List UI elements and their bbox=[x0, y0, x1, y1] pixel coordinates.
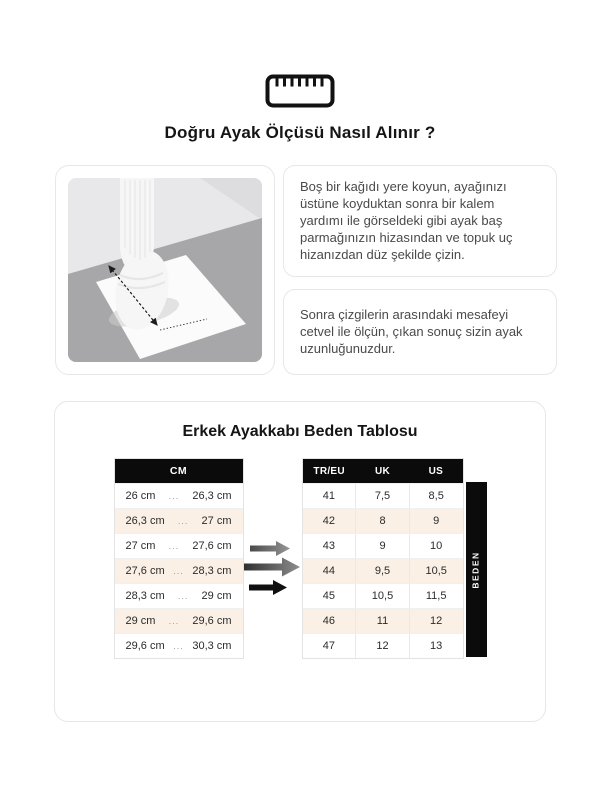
cm-to: 28,3 cm bbox=[192, 565, 232, 577]
size-cell: 10 bbox=[409, 534, 463, 558]
cm-row bbox=[115, 633, 243, 658]
size-row bbox=[303, 608, 463, 633]
size-cell: 47 bbox=[322, 640, 335, 652]
howto-section bbox=[55, 165, 557, 375]
size-row bbox=[303, 583, 463, 608]
cm-row bbox=[115, 608, 243, 633]
col-header-us: US bbox=[428, 465, 444, 477]
transfer-arrows-icon bbox=[244, 536, 302, 601]
size-cell: 11,5 bbox=[409, 584, 463, 608]
cm-row bbox=[115, 508, 243, 533]
size-cell: 9 bbox=[355, 534, 409, 558]
size-cell: 12 bbox=[409, 609, 463, 633]
size-cell: 43 bbox=[322, 540, 335, 552]
size-cell: 12 bbox=[355, 634, 409, 658]
cm-from: 27,6 cm bbox=[125, 565, 165, 577]
cm-row bbox=[115, 583, 243, 608]
range-dots: ... bbox=[173, 566, 184, 576]
cm-table-header: CM bbox=[115, 459, 243, 483]
page-title: Doğru Ayak Ölçüsü Nasıl Alınır ? bbox=[164, 123, 436, 142]
size-cell: 46 bbox=[322, 615, 335, 627]
cm-to: 26,3 cm bbox=[192, 490, 232, 502]
cm-row bbox=[115, 558, 243, 583]
size-cell: 10,5 bbox=[409, 559, 463, 583]
range-dots: ... bbox=[168, 616, 180, 626]
beden-label-text: BEDEN bbox=[471, 550, 482, 589]
page-header bbox=[0, 0, 600, 143]
cm-table bbox=[114, 458, 244, 659]
cm-from: 28,3 cm bbox=[125, 590, 165, 602]
instruction-card-2 bbox=[283, 289, 557, 375]
beden-side-label bbox=[466, 482, 487, 657]
size-table bbox=[302, 458, 464, 659]
size-cell: 8 bbox=[355, 509, 409, 533]
col-header-uk: UK bbox=[374, 465, 391, 477]
size-row bbox=[303, 633, 463, 658]
cm-to: 29 cm bbox=[201, 590, 232, 602]
size-cell: 10,5 bbox=[355, 584, 409, 608]
size-table-header-row bbox=[303, 459, 463, 483]
cm-from: 29 cm bbox=[125, 615, 156, 627]
size-row bbox=[303, 558, 463, 583]
size-table-card bbox=[54, 401, 546, 722]
instruction-card-1 bbox=[283, 165, 557, 277]
cm-to: 29,6 cm bbox=[192, 615, 232, 627]
range-dots: ... bbox=[168, 491, 180, 501]
foot-photo-card bbox=[55, 165, 275, 375]
cm-from: 27 cm bbox=[125, 540, 156, 552]
size-table-title: Erkek Ayakkabı Beden Tablosu bbox=[182, 423, 418, 440]
instruction-column bbox=[283, 165, 557, 375]
range-dots: ... bbox=[177, 591, 189, 601]
tables-row bbox=[55, 458, 545, 659]
size-cell: 41 bbox=[322, 490, 335, 502]
size-cell: 9,5 bbox=[355, 559, 409, 583]
size-cell: 9 bbox=[409, 509, 463, 533]
size-cell: 45 bbox=[322, 590, 335, 602]
size-cell: 7,5 bbox=[355, 484, 409, 508]
foot-measure-illustration bbox=[68, 178, 262, 362]
col-header-treu: TR/EU bbox=[313, 465, 345, 477]
ruler-icon bbox=[0, 74, 600, 108]
cm-from: 26 cm bbox=[125, 490, 156, 502]
size-cell: 11 bbox=[355, 609, 409, 633]
range-dots: ... bbox=[173, 641, 184, 651]
range-dots: ... bbox=[168, 541, 180, 551]
size-row bbox=[303, 533, 463, 558]
cm-from: 29,6 cm bbox=[125, 640, 165, 652]
size-cell: 44 bbox=[322, 565, 335, 577]
cm-to: 27 cm bbox=[201, 515, 232, 527]
cm-to: 30,3 cm bbox=[192, 640, 232, 652]
size-row bbox=[303, 508, 463, 533]
size-cell: 8,5 bbox=[409, 484, 463, 508]
size-cell: 13 bbox=[409, 634, 463, 658]
size-row bbox=[303, 483, 463, 508]
cm-row bbox=[115, 533, 243, 558]
instruction-step-2: Sonra çizgilerin arasındaki mesafeyi cetvel ile ölçün, çıkan sonuç sizin ayak uzunluğunuzdur. bbox=[300, 306, 523, 356]
cm-from: 26,3 cm bbox=[125, 515, 165, 527]
size-cell: 42 bbox=[322, 515, 335, 527]
instruction-step-1: Boş bir kağıdı yere koyun, ayağınızı üstüne koyduktan sonra bir kalem yardımı ile görseldeki gibi ayak baş parmağınızın hizasından ve topuk uç hizanızdan düz şekilde çizin. bbox=[300, 179, 513, 262]
cm-row bbox=[115, 483, 243, 508]
range-dots: ... bbox=[177, 516, 189, 526]
cm-to: 27,6 cm bbox=[192, 540, 232, 552]
